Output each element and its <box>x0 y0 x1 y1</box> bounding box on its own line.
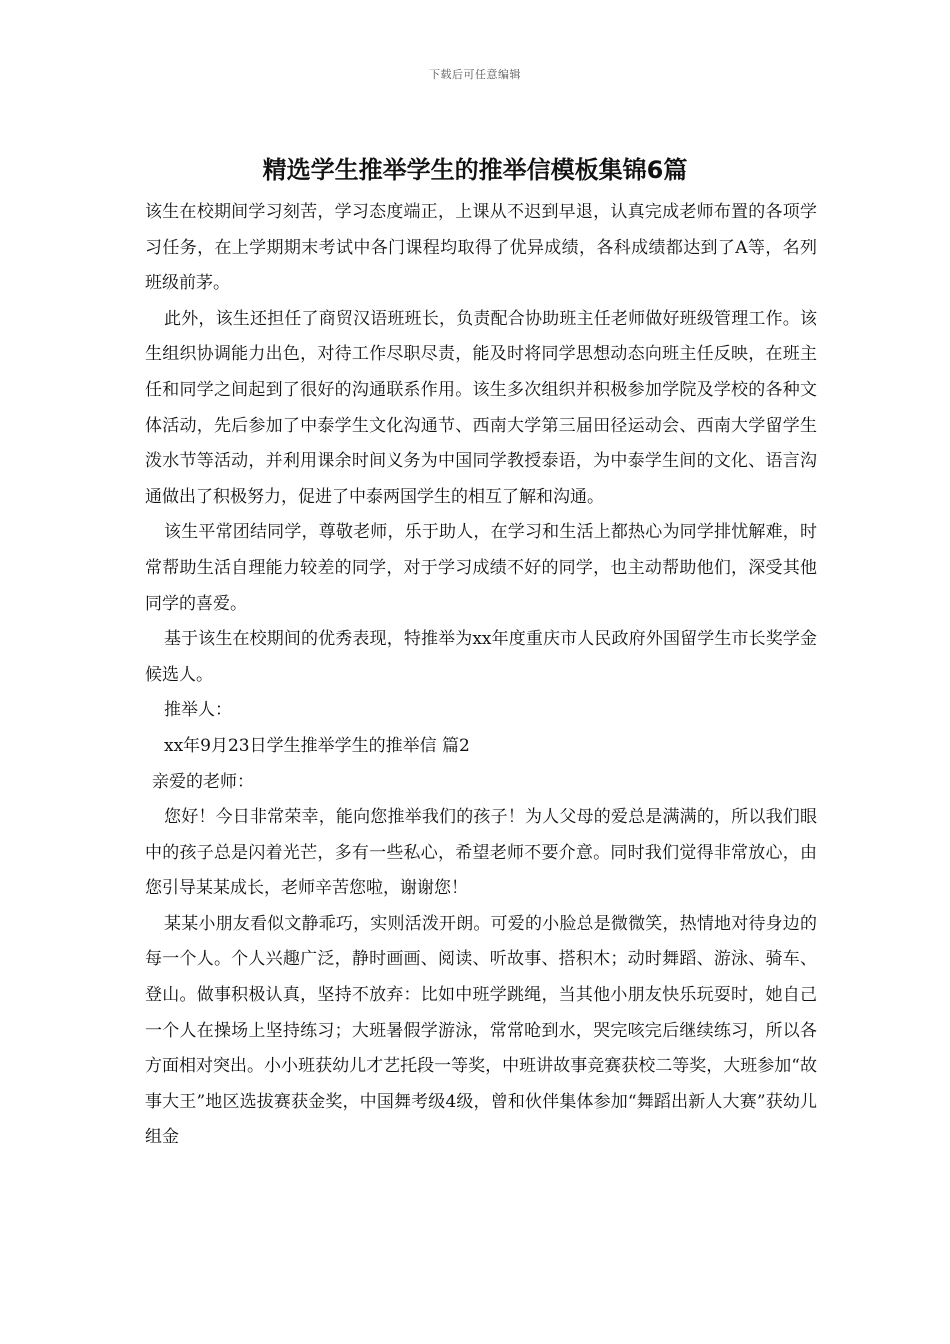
paragraph-4: 基于该生在校期间的优秀表现，特推举为xx年度重庆市人民政府外国留学生市长奖学金候选人。 <box>145 629 817 685</box>
paragraph-5: 您好！今日非常荣幸，能向您推举我们的孩子！为人父母的爱总是满满的，所以我们眼中的孩子总是闪着光芒，多有一些私心，希望老师不要介意。同时我们觉得非常放心，由您引导某某成长，老师辛苦您啦，谢谢您！ <box>145 807 817 899</box>
date-and-section-heading: xx年9月23日学生推举学生的推举信 篇2 <box>164 735 470 756</box>
signature-label: 推举人： <box>164 700 232 721</box>
document-title: 精选学生推举学生的推举信模板集锦6篇 <box>262 156 688 184</box>
paragraph-2: 此外，该生还担任了商贸汉语班班长，负责配合协助班主任老师做好班级管理工作。该生组织协调能力出色，对待工作尽职尽责，能及时将同学思想动态向班主任反映，在班主任和同学之间起到了很好的沟通联系作用。该生多次组织并积极参加学院及学校的各种文体活动，先后参加了中泰学生文化沟通节、西南大学第三届田径运动会、西南大学留学生泼水节等活动，并利用课余时间义务为中国同学教授泰语，为中泰学生间的文化、语言沟通做出了积极努力，促进了中泰两国学生的相互了解和沟通。 <box>145 308 817 507</box>
document-body <box>145 195 817 1156</box>
paragraph-6: 某某小朋友看似文静乖巧，实则活泼开朗。可爱的小脸总是微微笑，热情地对待身边的每一个人。个人兴趣广泛，静时画画、阅读、听故事、搭积木；动时舞蹈、游泳、骑车、登山。做事积极认真，坚持不放弃：比如中班学跳绳，当其他小朋友快乐玩耍时，她自己一个人在操场上坚持练习；大班暑假学游泳，常常呛到水，哭完咳完后继续练习，所以各方面相对突出。小小班获幼儿才艺托段一等奖，中班讲故事竞赛获校二等奖，大班参加“故事大王”地区选拔赛获金奖，中国舞考级4级，曾和伙伴集体参加“舞蹈出新人大赛”获幼儿组金 <box>145 913 817 1148</box>
paragraph-3: 该生平常团结同学，尊敬老师，乐于助人，在学习和生活上都热心为同学排忧解难，时常帮助生活自理能力较差的同学，对于学习成绩不好的同学，也主动帮助他们，深受其他同学的喜爱。 <box>145 522 817 614</box>
salutation: 亲爱的老师： <box>152 771 254 792</box>
header-note: 下载后可任意编辑 <box>429 68 521 81</box>
paragraph-1: 该生在校期间学习刻苦，学习态度端正，上课从不迟到早退，认真完成老师布置的各项学习任务，在上学期期末考试中各门课程均取得了优异成绩，各科成绩都达到了A等，名列班级前茅。 <box>145 202 817 294</box>
